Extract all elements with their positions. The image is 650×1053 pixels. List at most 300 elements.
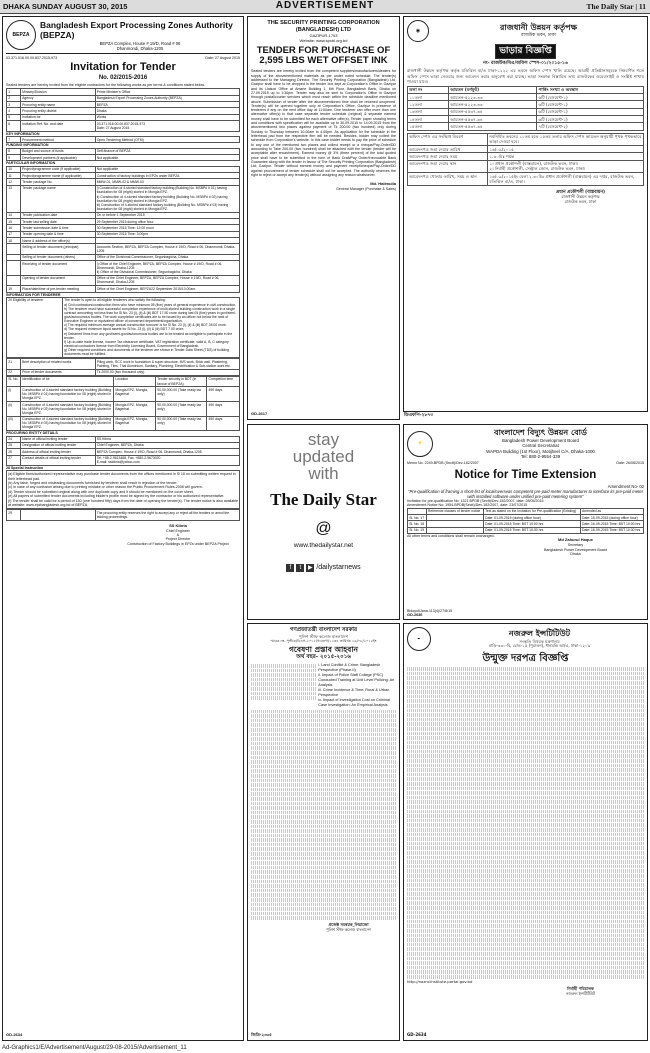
bepza-tender-ad <box>2 16 244 1041</box>
bepza-lot-row <box>7 401 240 416</box>
bepza-row-cell: 25 <box>7 442 21 448</box>
rajuk-floor-row-cell: আয়তন-৫৫৩৭.৩৪ <box>449 116 537 123</box>
rajuk-floor-row-cell: আয়তন-৫২২৩.৩৩ <box>449 101 537 108</box>
bepza-lot-row-cell: Mongla EPZ, Mongla, Bagerhat <box>114 416 156 431</box>
text-placeholder-line <box>407 699 644 703</box>
bepza-org-name: Bangladesh Export Processing Zones Authority (BEPZA) <box>40 20 233 41</box>
bpdb-cell: Date: 01-09-2015 (during office hour) <box>483 515 580 521</box>
bepza-row <box>7 359 240 369</box>
text-placeholder-line <box>407 718 644 722</box>
text-placeholder-line <box>407 929 644 933</box>
bpdb-cell-blank <box>426 527 483 533</box>
rajuk-rent-ad <box>403 16 648 412</box>
bepza-row-cell: Selling of tender document (others) <box>20 254 95 260</box>
text-placeholder-line <box>251 843 396 847</box>
text-placeholder-line <box>407 957 644 961</box>
masthead-date: DHAKA SUNDAY AUGUST 30, 2015 <box>3 2 128 11</box>
rajuk-floor-row-cell: ৭টি (বেসমেন্ট-২) <box>537 123 644 130</box>
text-placeholder-line <box>407 943 644 947</box>
rajuk-info-row-cell: ১৬/০৯/২০১৫ <box>488 146 644 153</box>
bepza-address-1: BEPZA Complex, House # 19/D, Road # 06 <box>99 40 181 46</box>
text-placeholder-line <box>407 727 644 731</box>
bepza-table-7 <box>6 509 240 520</box>
nazrul-signatory-org: নজরুল ইন্সটিটিউট <box>566 991 595 997</box>
spcb-tender-ad <box>247 16 400 420</box>
promo-at: @ <box>315 519 332 537</box>
text-placeholder-line <box>407 883 644 887</box>
text-placeholder-line <box>407 690 644 694</box>
rajuk-floor-row-cell: ৬টি (বেসমেন্ট-১) <box>537 94 644 101</box>
twitter-icon[interactable]: t <box>296 564 304 572</box>
text-placeholder-line <box>407 915 644 919</box>
rajuk-info-row-cell: ১। প্রধান প্রকৌশলী (বাস্তবায়ন), রাজউক ভবন, ঢাকা। ২। নির্বাহী প্রকৌশলী, সেন্ট্রাল জোন, রাজউক ভবন, ঢাকা। <box>488 160 644 172</box>
text-placeholder-line <box>251 774 396 778</box>
spcb-org-2: (BANGLADESH) LTD <box>295 26 352 33</box>
page-masthead <box>0 0 650 14</box>
bpdb-cell: Sl. No. 19 <box>408 527 427 533</box>
text-placeholder-line <box>251 825 396 829</box>
bepza-special-text: (a) Eligible firms/authorized representative may purchase tender documents from the offices mentioned in Sl 18 on submitting written request in their letterhead pad. (b) Any false, forged and misleading documents furnished by tenderer shall result in rejection of the tender. (c) In case of any confusion arising due to printing mistake or other reason the Public Procurement Rules-2008 will govern. (d) Tender should be submitted original along with one duplicate copy and it should be mentioned on the cover sheet. (e) All papers of submitted tender documents including bidder's profile must be signed by the contractor or his authorized representative. (f) The tender shall be valid for a period of 150 (one hundred fifty) days from the date of opening the tender(s). The tender notice is also available at website: www.epzbangladesh.org.bd of BEPZA. <box>6 470 240 509</box>
text-placeholder-line <box>407 787 644 791</box>
text-placeholder-line <box>251 866 396 870</box>
text-placeholder-line <box>407 879 644 883</box>
rajuk-floor-row-cell: আয়তন-৫৫৩৭.৩৪ <box>449 108 537 115</box>
bpdb-gd: GD-2636 <box>407 613 423 618</box>
bepza-row-cell: Chief Engineer, BEPZA, Dhaka <box>95 442 239 448</box>
gov-research-topic: iii. Crime Incidence & Time: Rural & Urban Perspective <box>318 688 390 697</box>
bepza-row-cell: 18 <box>7 237 21 243</box>
text-placeholder-line <box>407 851 644 855</box>
bepza-lot-header: Completion time <box>207 376 240 386</box>
bepza-row-cell: 1 <box>7 89 21 95</box>
bepza-table-6 <box>6 436 240 466</box>
bepza-procuring: PROCURING ENTITY DETAILS <box>6 431 58 436</box>
rajuk-floor-row <box>408 108 644 115</box>
promo-line-3: with <box>308 464 339 483</box>
text-placeholder-line <box>251 880 396 884</box>
rajuk-info-table <box>407 133 644 186</box>
bepza-row-cell: Agency <box>20 95 95 101</box>
text-placeholder-line <box>407 672 644 676</box>
text-placeholder-line <box>407 732 644 736</box>
bpdb-jobs: Bidoyut/Jana-113(4)/27/8/15 <box>407 608 453 613</box>
text-placeholder-line <box>407 759 644 763</box>
text-placeholder-line <box>251 760 396 764</box>
bepza-memo: 03.371.016.00.00.837.2015-973 <box>6 55 58 60</box>
bepza-gd: GD-2634 <box>6 1032 23 1038</box>
rajuk-info-row <box>408 153 644 160</box>
bepza-row-cell: Prime Minister's Office <box>95 89 239 95</box>
rajuk-floor-row-cell: আয়তন-৫৫৩৭.৩৪ <box>449 123 537 130</box>
bepza-row-cell: Invitation for <box>20 114 95 120</box>
text-placeholder-line <box>251 797 396 801</box>
text-placeholder-line <box>251 903 396 907</box>
text-placeholder-line <box>407 911 644 915</box>
text-placeholder-line <box>407 860 644 864</box>
bepza-row-cell: Dhaka <box>95 108 239 114</box>
bepza-lot-row <box>7 416 240 431</box>
page-number: 11 <box>638 2 646 11</box>
bepza-row-cell: 9 <box>7 154 21 160</box>
bepza-lot-row-cell: 490 days <box>207 401 240 416</box>
text-placeholder-line <box>407 676 644 680</box>
text-placeholder-line <box>251 765 396 769</box>
text-placeholder-line <box>251 847 396 851</box>
rajuk-info-row-cell: আবেদনপত্র জমা দেয়ার স্থান <box>408 160 488 172</box>
text-placeholder-line <box>407 869 644 873</box>
bepza-lot-row-cell: 90,00,000.00 (Take ready tax only) <box>156 387 207 402</box>
text-placeholder-line <box>251 838 396 842</box>
bpdb-cell: Sl. No. 17 <box>408 515 427 521</box>
text-placeholder-line <box>407 736 644 740</box>
bepza-table-3 <box>6 148 240 162</box>
text-placeholder-line <box>251 792 396 796</box>
bepza-lot-row-cell: 90,00,000.00 (Take ready tax only) <box>156 401 207 416</box>
text-placeholder-line <box>251 756 396 760</box>
text-placeholder-line <box>251 861 396 865</box>
bepza-row-cell: Name of official inviting tender <box>20 436 95 442</box>
spcb-address: GAZIPUR-1703 <box>309 32 338 38</box>
bpdb-cell: Date: 16-09-2015 Time: BST 10:30 hrs <box>580 527 643 533</box>
text-placeholder-line <box>251 788 396 792</box>
youtube-icon[interactable]: ▶ <box>308 565 313 572</box>
bepza-row-cell: SS Kibria <box>95 436 239 442</box>
gov-signatory-org: পুলিশ স্টাফ কলেজ বাংলাদেশ <box>326 926 371 932</box>
gov-signatory: প্রজেক্ট সমন্বয়ক_লিয়াজো <box>328 921 369 927</box>
spcb-signatory-name: Md. Halimuila <box>370 181 396 187</box>
rajuk-floor-row-cell: ১১তলা <box>408 94 449 101</box>
spcb-body: Sealed tenders are hereby invited from the competent suppliers/manufacturers/dealers for supply of the abovementioned materials as per under noted schedule. The tender(s) addressed to the Managing Director, The Security Printing Corporation (Bangladesh) Ltd, Gazipur shall have to be dropped in the tender box kept at Corporation's Office in Gazipur and its Liaison Office at Amane Building 1, 6th Floor, Bangladesh Bank, Dhaka on 27.09.2015 up to 1:30pm. Tender may also be sent to Corporation's Office in Gazipur through postal/courier services which must reach within the schedule deadline mentioned above. Submission of tender after the abovementioned time shall be returned unopened. Tender(s) will be opened together only at Corporation's Office, Gazipur in presence of tenderers if any on the next office day at 11:00am. One tenderer can offer more than one alternative offer(s) in that case separate tender schedule (original) & separate earnest money shall have to be submitted for each alternative offer(s). Tender paper showing terms and conditions with specification will be available up to 30.09.2015 to 14.09.2015 from the abovementioned two places against payment of Tk 200.00 (two hundred) only during Sunday to Thursday between 10.00am to 4.00pm. As application for the schedule in the letterhead pad from the respective firm will be needed. Besides, bidder may collect the schedule from Corporation's website. In this case bidder needs to pay the price of schedule to any one of the mentioned two places and collect receipt or a cheque/Pay-Order/DD amounting to Take 200.00 (two hundred) shall be attached with the tender (tender will be acceptable after encashment). Earnest money @ 3% (three percent) of the total quoted price shall have to be submitted in the form of Bank Draft/Pay Order/Irrevocable Bank Guarantee along with the tender in favour of The Security Printing Corporation (Bangladesh) Ltd, Gazipur. Tender without earnest money and payment receipt/cheque/Pay-Order/DD against procurement of tender schedule shall not be accepted. The authority reserves the right to reject or accept any tender(s) without assigning any reason whatsoever. <box>251 69 396 177</box>
text-placeholder-line <box>407 713 644 717</box>
rajuk-info-row-cell: নবনির্মিত ভবনের ১১তম হতে ১৫তম তলার অফিস স্পেস আয়তন অনুযায়ী পৃথক পৃথকভাবে ভাড়া দেওয়া হবে। <box>488 133 644 145</box>
rajuk-info-row-cell: আবেদনপত্র জমা দেয়ার সময় <box>408 153 488 160</box>
bepza-row-cell: 5 <box>7 114 21 120</box>
text-placeholder-line <box>251 875 396 879</box>
promo-social-handle[interactable]: /dailystarnews <box>316 564 361 572</box>
gov-research-topic: iv. Impact of Investigation Cost on Criminal Case Investigation: An Empirical Analysis <box>318 698 390 708</box>
text-placeholder-line <box>407 814 644 818</box>
text-placeholder-line <box>407 773 644 777</box>
bepza-lot-row-cell: Construction of 4-storied standard factory building (Building No. MSBP# # 01) having foundation for 08 (eight) storied in Mongla EPZ. <box>20 387 113 402</box>
bepza-row-cell: 14 <box>7 212 21 218</box>
rajuk-floor-row-cell: ১৫তলা <box>408 123 449 130</box>
bepza-lot-row-cell: Construction of 4-storied standard factory building (Building No. MSBP# # 03) having foundation for 08 (eight) storied in Mongla EPZ. <box>20 416 113 431</box>
bepza-row-cell: 15 <box>7 219 21 225</box>
text-placeholder-line <box>251 852 396 856</box>
text-placeholder-line <box>407 695 644 699</box>
text-placeholder-line <box>251 834 396 838</box>
text-placeholder-line <box>251 728 396 732</box>
bpdb-header: Amended as <box>580 508 643 514</box>
bepza-row-cell: Price of tender documents <box>20 369 95 375</box>
bepza-signatory-name: SS Kibria <box>169 522 187 528</box>
rajuk-floor-row <box>408 101 644 108</box>
text-placeholder-line <box>407 764 644 768</box>
text-placeholder-line <box>407 745 644 749</box>
nazrul-address: বাড়ি-৩৩০-বি, রোড-১৫ (পুরাতন), ধানমন্ডি আ/এ, ঢাকা-১২০৯ <box>488 643 591 648</box>
spcb-website: Website: www.spcbl.org.bd <box>299 37 348 43</box>
facebook-icon[interactable]: f <box>286 564 294 572</box>
bpdb-logo-icon: ⚡ <box>407 431 433 457</box>
text-placeholder-line <box>407 782 644 786</box>
masthead-section: ADVERTISEMENT <box>275 0 375 11</box>
bpdb-invitation: Invitation for pre-qualification No: 1321 BPDB (Sectt)/Dev-182/2007, date: 28/05/2015 <box>407 499 544 504</box>
bpdb-table <box>407 508 644 534</box>
bepza-row-cell: i) Construction of 4-storied standard factory building (Building No. MSBP# # 01) having foundation for 08 (eight) storied in Mongla EPZ. ii) Construction of 4-storied standard factory building (Building No. MSBP# # 02) having foundation for 08 (eight) storied in Mongla EPZ. iii) Construction of 4-storied standard factory building (Building No. MSBP# # 03) having foundation for 08 (eight) storied in Mongla EPZ. <box>95 185 239 212</box>
text-placeholder-line <box>251 719 396 723</box>
bepza-lot-row-cell: 490 days <box>207 387 240 402</box>
bepza-row <box>7 369 240 375</box>
bepza-date: Date: 27 August 2015 <box>205 55 240 60</box>
text-placeholder-line <box>407 833 644 837</box>
text-placeholder-line <box>407 865 644 869</box>
text-placeholder-line <box>251 912 396 916</box>
nazrul-title: উন্মুক্ত দরপত্র বিজ্ঞপ্তি <box>482 653 569 664</box>
rajuk-floor-row-cell: ৬টি (বেসমেন্ট-১) <box>537 108 644 115</box>
bepza-row <box>7 261 240 276</box>
text-placeholder-line <box>251 742 396 746</box>
bepza-logo: BEPZA <box>6 20 36 50</box>
bepza-row-cell: Selling of tender document (principal) <box>20 244 95 254</box>
bpdb-org: বাংলাদেশ বিদ্যুৎ উন্নয়ন বোর্ড <box>494 428 587 437</box>
bpdb-cell: Date: 15-09-2015 (during office hour) <box>580 515 643 521</box>
bepza-row-cell: Tender submission date & time <box>20 225 95 231</box>
page-footer: Ad-Graphics1/E/Advertisement/August/29-08-2015/Advertisement_11 <box>2 1044 187 1051</box>
text-placeholder-line <box>251 806 396 810</box>
nazrul-logo-icon: ✒ <box>407 627 431 651</box>
text-placeholder-line <box>407 837 644 841</box>
bepza-row-cell: 27 <box>7 455 21 465</box>
text-placeholder-line <box>407 681 644 685</box>
rajuk-ref: নং- রাজউক/বিএ/অফিস স্পেস-০১/২০১৫-১৬ <box>483 60 568 66</box>
bepza-row-cell: Project/programme code (if applicable) <box>20 166 95 172</box>
bepza-row-cell: 4 <box>7 108 21 114</box>
rajuk-floor-row-cell: ১৪তলা <box>408 116 449 123</box>
text-placeholder-line <box>251 769 396 773</box>
text-placeholder-line <box>251 802 396 806</box>
bepza-lot-row <box>7 387 240 402</box>
bpdb-cell: Date: 16-09-2015 Time: BST 10:00 hrs <box>580 521 643 527</box>
text-placeholder-line <box>251 714 396 718</box>
rajuk-info-row-cell: আবেদনপত্র জমা দেয়ার তারিখ <box>408 146 488 153</box>
bepza-table-5 <box>6 358 240 376</box>
bepza-row-cell: Budget and source of funds <box>20 148 95 154</box>
bepza-lot-header: Identification of lot <box>20 376 113 386</box>
bepza-intro: Sealed tenders are hereby invited from the eligible contractors for the following works as per terms & conditions stated below. <box>6 83 205 88</box>
bepza-row-cell: Tender package No. <box>20 179 95 185</box>
text-placeholder-line <box>251 893 396 897</box>
rajuk-info-row <box>408 160 644 172</box>
bepza-row <box>7 275 240 285</box>
bepza-row-cell: 2 <box>7 95 21 101</box>
bpdb-cell: Date: 01-09-2015 Time: BST 10:30 hrs <box>483 527 580 533</box>
bpdb-org-en: Bangladesh Power Development Board <box>502 437 579 443</box>
text-placeholder-line <box>407 796 644 800</box>
bpdb-body: "Pre-qualification of framing a short-list of local/overseas competent pre-paid meter manufacturer to interface its pre-paid meter with installed software under unified pre-paid metering system" <box>408 488 643 499</box>
bepza-funding: FUNDING INFORMATION <box>6 143 49 148</box>
bepza-row-cell: 03.371.016.00.00.837.2015-973 Date: 27 August 2015 <box>95 121 239 131</box>
text-placeholder-line <box>407 888 644 892</box>
text-placeholder-line <box>407 686 644 690</box>
text-placeholder-line <box>407 805 644 809</box>
text-placeholder-line <box>251 811 396 815</box>
spcb-org: THE SECURITY PRINTING CORPORATION <box>267 20 380 26</box>
bepza-table-2 <box>6 136 240 143</box>
bpdb-cell: Sl. No. 18 <box>408 521 427 527</box>
bepza-row-cell: 17 <box>7 231 21 237</box>
text-placeholder-line <box>251 829 396 833</box>
bepza-row-cell: i) Office of the Chief Engineer, BEPZA, BEPZA Complex, House # 19/D, Road # 06, Dhanmondi, Dhaka-1205 ii) Office of the Divisional Commissioner, Segunbagicha, Dhaka <box>95 261 239 276</box>
police-research-ad <box>247 623 400 1041</box>
bpdb-signatory-title: Secretary Bangladesh Power Development Board Dhaka <box>544 543 607 557</box>
gov-research-topic: i. Land Conflict & Crime: Bangladesh Perspective (Phase-II) <box>318 663 381 672</box>
text-placeholder-line <box>407 750 644 754</box>
bepza-row-cell: On or before 1 September 2015 <box>95 212 239 218</box>
bepza-row-cell: Name & address of the office(s) <box>20 237 95 243</box>
bepza-row-cell: 12 <box>7 179 21 185</box>
bepza-signatory-title: Chief Engineer & Project Director Construction of Factory Buildings in EPZs under BEPZA Project <box>127 528 229 546</box>
text-placeholder-line <box>407 874 644 878</box>
bepza-eligibility-table <box>6 297 240 358</box>
bepza-row-cell: Not applicable <box>95 166 239 172</box>
bepza-row <box>7 136 240 142</box>
bepza-row-cell: Project/programme name (if applicable) <box>20 172 95 178</box>
text-placeholder-line <box>407 901 644 905</box>
bepza-row-cell: 21 <box>7 359 21 369</box>
text-placeholder-line <box>407 828 644 832</box>
rajuk-info-row <box>408 133 644 145</box>
nazrul-website[interactable]: http://nazrulinstitute.portal.gov.bd <box>407 978 473 984</box>
text-placeholder-line <box>407 741 644 745</box>
bpdb-title: Notice for Time Extension <box>454 468 597 481</box>
text-placeholder-line <box>251 779 396 783</box>
bepza-row <box>7 510 240 520</box>
rajuk-floor-header: পার্কিং সংখ্যা ও অবস্থান <box>537 86 644 93</box>
bepza-eligibility-text: The tender is open to all eligible tenderers who satisfy the following: a) Civil contractors/construction firms who have minimum 05 (five) years of general experience in civil construction. b) The tenderer must have successful completion experience of multi-storied building construction work in a single contract amounting not less than for Sl No. 23 (i), (ii) & (iii) BDT 17.50 crore during last 05 (five) years in govt/semi-govt/autonomous bodies. The work completion certificates are to be issued by an officer not below the rank of Executive Engineer or equivalent officer of concerned department/organization. c) The required minimum average annual construction turnover is for Sl No. 23 (i), (ii) & (iii) BDT 28.00 crore. d) The required minimum liquid assets for Sl No. 23 (i), (ii) & (iii) BDT 7.00 crore. e) Debarred firms from any govt/semi-govt/autonomous bodies are to be treated as ineligible to participate in the tender. f) Up-to-date trade license, income Tax clearance certificate, VAT registration certificate, valid A, B, C category electrical contractors license from Electricity Licensing Board, Government of Bangladesh. g) Other required conditions and documents of the tenderer are shown in Tender Data Sheet (TDS) of building documents must be fulfilled. <box>62 297 239 357</box>
nazrul-tender-ad <box>403 623 648 1041</box>
bepza-special-label: 28 Special Instruction <box>6 465 44 470</box>
bpdb-date: Date: 26/08/2015 <box>616 461 644 466</box>
text-placeholder-line <box>251 710 396 714</box>
nazrul-sub: সংস্কৃতি বিষয়ক মন্ত্রণালয় <box>519 638 560 644</box>
text-placeholder-line <box>407 800 644 804</box>
bepza-row <box>7 455 240 465</box>
bepza-row-cell: Designation of official inviting tender <box>20 442 95 448</box>
rajuk-info-row <box>408 173 644 185</box>
bepza-lot-header: Tender security in BDT (in favour of BEPZA) <box>156 376 207 386</box>
text-placeholder-line <box>251 820 396 824</box>
text-placeholder-line <box>407 947 644 951</box>
bepza-row-cell: Open Tendering Method (OTM) <box>95 136 239 142</box>
bepza-row-cell: Procuring entity name <box>20 102 95 108</box>
rajuk-address: রাজউক ভবন, ঢাকা <box>521 33 556 39</box>
bepza-row-cell: Piling work, RCC work in foundation & super-structure, M/S work, Brick wall, Plastering, Painting, Tiles, Thai Aluminium, Sanitary, Plumbing, Electrification & Sub-station work etc. <box>95 359 239 369</box>
bepza-row-cell: 24 <box>7 436 21 442</box>
bpdb-signatory-name: Md Zahurul Haque <box>558 537 593 543</box>
bepza-row-cell: BEPZA Complex, House # 19/D, Road # 06, Dhanmondi, Dhaka-1205 <box>95 449 239 455</box>
bepza-lot-row-cell: (ii) <box>7 401 21 416</box>
bepza-row-cell: 11 <box>7 172 21 178</box>
rajuk-floor-row <box>408 94 644 101</box>
text-placeholder-line <box>407 961 644 965</box>
text-placeholder-line <box>251 898 396 902</box>
bpdb-amendment-notice: Amendment Notice No: 1954-BPDB(Sectt)/Dev-182/2007, date: 23/07/2015 <box>407 503 528 508</box>
bepza-row-cell: 8 <box>7 148 21 154</box>
promo-url[interactable] <box>248 542 399 550</box>
rajuk-signatory: প্রধান প্রকৌশলী (বাস্তবায়ন) <box>556 189 605 195</box>
bepza-address-2: Dhanmondi, Dhaka-1205 <box>116 45 164 51</box>
bepza-row-cell: Construction of factory buildings in EPZs under BEPZA <box>95 172 239 178</box>
bepza-lot-row-cell: Construction of 4-storied standard factory building (Building No. MSBP# # 02) having foundation for 08 (eight) storied in Mongla EPZ. <box>20 401 113 416</box>
bpdb-secretariat: Central Secretariat <box>522 443 559 449</box>
gov-ref: স্মারক নং- পুস্টাক/বিএস-২০১৫/গবেষণা/১২৩৪ তারিখঃ ২৬/০৮/২০১৫ইং <box>270 638 377 643</box>
bepza-row-cell: 13 <box>7 185 21 212</box>
rajuk-org: রাজধানী উন্নয়ন কর্তৃপক্ষ <box>499 23 578 33</box>
text-placeholder-line <box>407 768 644 772</box>
text-placeholder-line <box>251 783 396 787</box>
rajuk-info-row-cell: আবেদনপত্র খোলার তারিখ, সময় ও স্থান <box>408 173 488 185</box>
bepza-eligibility-label: 20 Eligibility of tenderer <box>7 297 63 357</box>
text-placeholder-line <box>407 924 644 928</box>
bpdb-notice-ad <box>403 424 648 620</box>
bepza-row-cell: 3 <box>7 102 21 108</box>
bpdb-tel: Tel: 880-2-9554-339 <box>520 453 561 459</box>
text-placeholder-line <box>407 667 644 671</box>
bpdb-header: Text as stated on the Invitation for Pre-qualification (Existing) <box>483 508 580 514</box>
bepza-row-cell: Tender publication date <box>20 212 95 218</box>
rajuk-floor-row-cell: ৬টি (বেসমেন্ট-১) <box>537 116 644 123</box>
text-placeholder-line <box>407 819 644 823</box>
bepza-row-cell: Tender last selling date <box>20 219 95 225</box>
bepza-lot-header: Location <box>114 376 156 386</box>
gov-org: গণপ্রজাতন্ত্রী বাংলাদেশ সরকার <box>289 627 358 633</box>
text-placeholder-line <box>407 823 644 827</box>
text-placeholder-line <box>407 791 644 795</box>
bepza-row-cell: Tel: +88-2-9613468, Fax: +880-2-9673020 E-mail: sskibria@yahoo.com <box>95 455 239 465</box>
text-placeholder-line <box>407 722 644 726</box>
bepza-row-cell: 19 <box>7 286 21 292</box>
rajuk-info-row-cell: ১৬/০৯/২০১৫ইং বেলা ২.৩০মিঃ প্রধান প্রকৌশলী (বাস্তবায়ন) এর দপ্তর, রাজউক ভবন, মতিঝিল বা/এ, ঢাকা। <box>488 173 644 185</box>
bepza-row-cell: BEPZA <box>95 102 239 108</box>
rajuk-floor-row <box>408 123 644 130</box>
bepza-row-cell: Brief description of related works <box>20 359 95 369</box>
text-placeholder-line <box>407 970 644 974</box>
gov-research-topic: ii. Impact of Police Staff College (PSC) Conducted Training at Unit Level Policing: An Analysis <box>318 673 395 687</box>
text-placeholder-line <box>407 975 644 979</box>
bpdb-row <box>408 527 644 533</box>
bepza-row-cell: Place/date/time of pre-tender meeting <box>20 286 95 292</box>
text-placeholder-line <box>251 857 396 861</box>
bpdb-amendment: Amendment No- 02 <box>607 483 644 489</box>
text-placeholder-line <box>407 892 644 896</box>
text-placeholder-line <box>407 934 644 938</box>
bepza-lot-row-cell: Mongla EPZ, Mongla, Bagerhat <box>114 387 156 402</box>
rajuk-info-row-cell: ১.৩০মিঃ পর্যন্ত <box>488 153 644 160</box>
rajuk-floor-row-cell: ১২তলা <box>408 101 449 108</box>
bepza-row-cell: 30 September 2015 Time: 3:00pm <box>95 231 239 237</box>
text-placeholder-line <box>407 966 644 970</box>
promo-brand: The Daily Star <box>270 490 377 509</box>
bpdb-header: Reference clauses of tender notice <box>426 508 483 514</box>
spcb-signatory-title: General Manager (Purchase & Sales) <box>336 187 396 191</box>
bepza-row-cell: Ministry/Division <box>20 89 95 95</box>
bepza-row-cell: Procurement method <box>20 136 95 142</box>
bepza-row-cell: Contact details of official inviting tender <box>20 455 95 465</box>
bepza-row <box>7 244 240 254</box>
bepza-info-tenderer: INFORMATION FOR TENDERER <box>6 292 61 297</box>
gov-dept: পুলিশ স্টাফ কলেজ বাংলাদেশ <box>298 633 349 639</box>
bepza-row <box>7 185 240 212</box>
